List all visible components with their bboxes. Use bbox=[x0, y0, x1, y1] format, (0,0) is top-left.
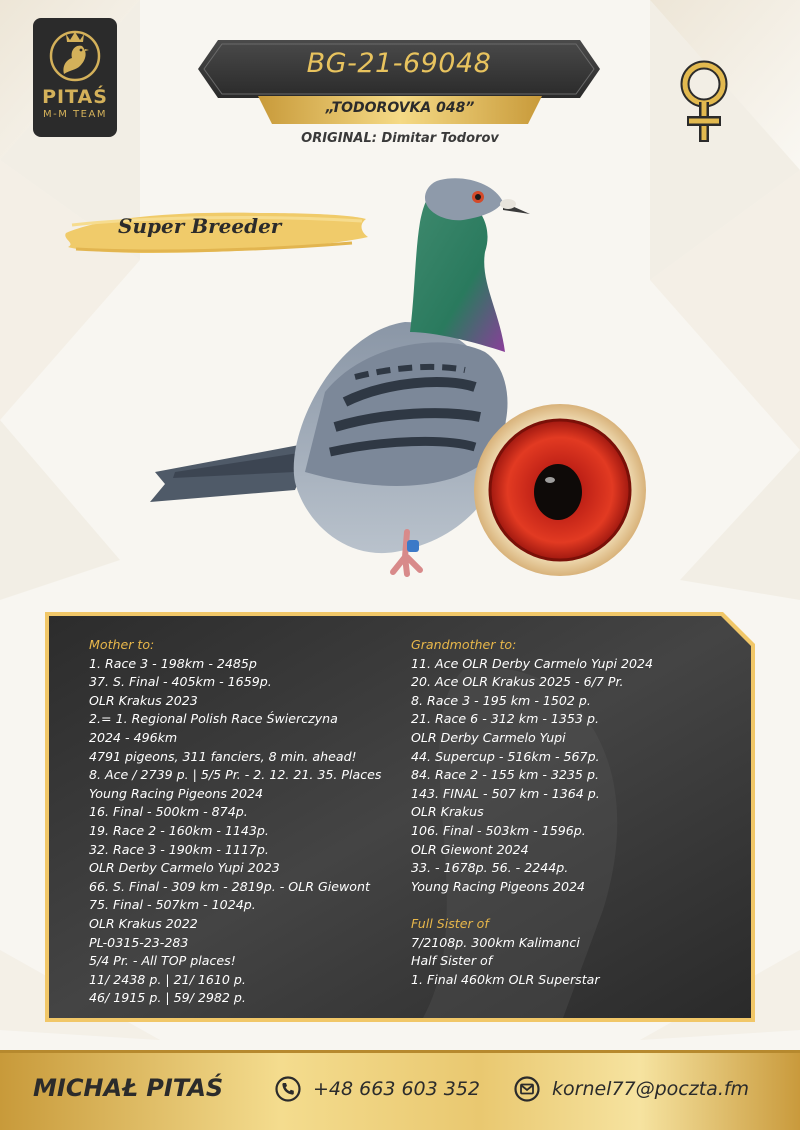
pigeon-crest-icon bbox=[46, 26, 104, 84]
result-line: 16. Final - 500km - 874p. bbox=[89, 804, 248, 820]
grandmother-to-column bbox=[411, 636, 711, 989]
result-line: OLR Krakus 2023 bbox=[89, 692, 198, 708]
result-line: Young Racing Pigeons 2024 bbox=[89, 785, 263, 801]
result-line: 33. - 1678p. 56. - 2244p. bbox=[411, 860, 569, 876]
result-line: 2024 - 496km bbox=[89, 729, 178, 745]
result-line: OLR Giewont 2024 bbox=[411, 841, 529, 857]
ring-number-banner bbox=[198, 40, 600, 98]
result-line: 21. Race 6 - 312 km - 1353 p. bbox=[411, 711, 599, 727]
result-line: 8. Race 3 - 195 km - 1502 p. bbox=[411, 692, 591, 708]
result-line: 143. FINAL - 507 km - 1364 p. bbox=[411, 785, 600, 801]
result-line: OLR Derby Carmelo Yupi bbox=[411, 729, 566, 745]
result-line: 11. Ace OLR Derby Carmelo Yupi 2024 bbox=[411, 655, 654, 671]
ring-number: BG-21-69048 bbox=[306, 48, 492, 79]
result-line: 20. Ace OLR Krakus 2025 - 6/7 Pr. bbox=[411, 674, 624, 690]
result-line: 4791 pigeons, 311 fanciers, 8 min. ahead! bbox=[89, 748, 357, 764]
result-line: OLR Krakus bbox=[411, 804, 484, 820]
result-line: 106. Final - 503km - 1596p. bbox=[411, 822, 586, 838]
result-line: 84. Race 2 - 155 km - 3235 p. bbox=[411, 767, 599, 783]
result-line: 5/4 Pr. - All TOP places! bbox=[89, 953, 236, 969]
result-line: 11/ 2438 p. | 21/ 1610 p. bbox=[89, 971, 246, 987]
logo-subtitle: M-M TEAM bbox=[43, 109, 107, 120]
result-line: 8. Ace / 2739 p. | 5/5 Pr. - 2. 12. 21. 35. Places bbox=[89, 767, 382, 783]
email-icon bbox=[514, 1076, 540, 1102]
result-line: PL-0315-23-283 bbox=[89, 934, 189, 950]
email-address[interactable]: kornel77@poczta.fm bbox=[552, 1078, 750, 1100]
result-line: Young Racing Pigeons 2024 bbox=[411, 878, 585, 894]
result-line: 7/2108p. 300km Kalimanci bbox=[411, 934, 580, 950]
result-line: 32. Race 3 - 190km - 1117p. bbox=[89, 841, 269, 857]
result-line: 37. S. Final - 405km - 1659p. bbox=[89, 674, 272, 690]
mother-to-heading: Mother to: bbox=[89, 637, 155, 652]
mother-to-column bbox=[89, 636, 399, 1008]
team-logo bbox=[33, 18, 117, 137]
super-breeder-badge: Super Breeder bbox=[118, 214, 282, 238]
grandmother-to-heading: Grandmother to: bbox=[411, 637, 517, 652]
result-line: Half Sister of bbox=[411, 953, 493, 969]
result-line: 46/ 1915 p. | 59/ 2982 p. bbox=[89, 990, 246, 1006]
result-line: 1. Race 3 - 198km - 2485p bbox=[89, 655, 257, 671]
female-symbol-icon bbox=[679, 58, 729, 148]
phone-number[interactable]: +48 663 603 352 bbox=[313, 1078, 481, 1100]
result-line: 75. Final - 507km - 1024p. bbox=[89, 897, 256, 913]
result-line: 2.= 1. Regional Polish Race Świerczyna bbox=[89, 711, 338, 727]
result-line: OLR Derby Carmelo Yupi 2023 bbox=[89, 860, 280, 876]
result-line: 19. Race 2 - 160km - 1143p. bbox=[89, 822, 269, 838]
pigeon-name: „TODOROVKA 048” bbox=[325, 100, 475, 116]
phone-icon bbox=[275, 1076, 301, 1102]
pigeon-eye-photo bbox=[470, 398, 650, 582]
original-breeder: ORIGINAL: Dimitar Todorov bbox=[301, 131, 499, 146]
full-sister-heading: Full Sister of bbox=[411, 915, 489, 931]
pigeon-name-banner bbox=[258, 96, 542, 124]
result-line: OLR Krakus 2022 bbox=[89, 915, 198, 931]
result-line: 44. Supercup - 516km - 567p. bbox=[411, 748, 600, 764]
owner-name: MICHAŁ PITAŚ bbox=[33, 1074, 224, 1102]
result-line: 66. S. Final - 309 km - 2819p. - OLR Giewont bbox=[89, 878, 370, 894]
result-line: 1. Final 460km OLR Superstar bbox=[411, 971, 600, 987]
logo-name: PITAŚ bbox=[42, 86, 108, 108]
